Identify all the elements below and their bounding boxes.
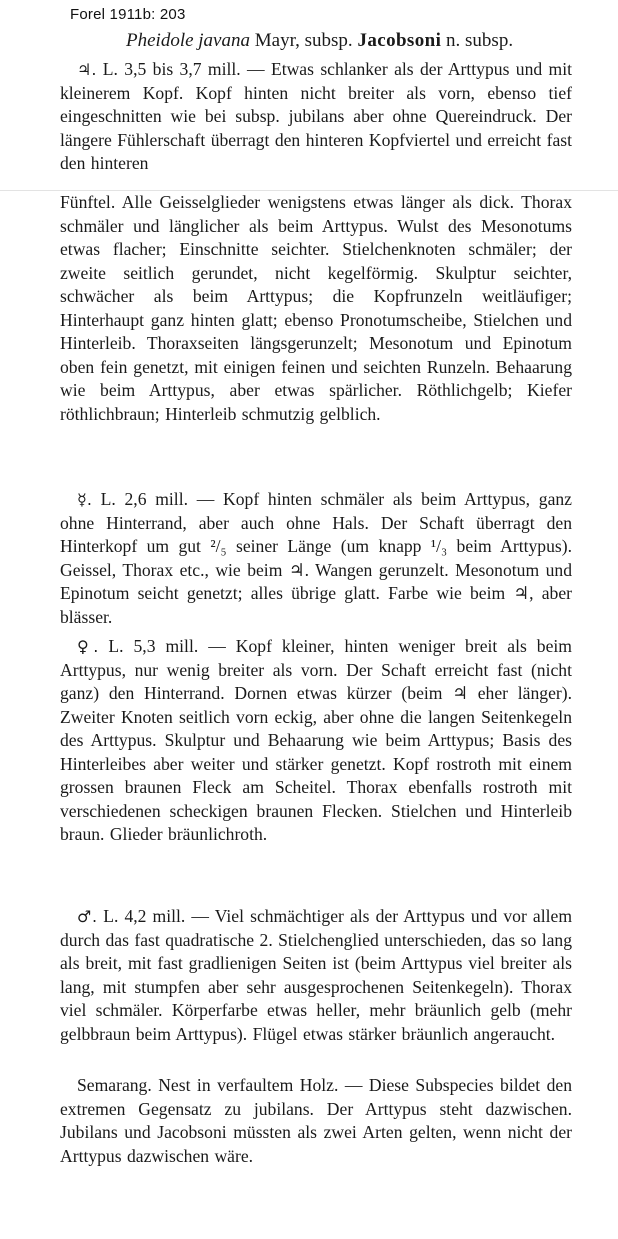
taxon-status: n. subsp. (446, 30, 514, 51)
paragraph-soldier (60, 58, 572, 176)
soldier-text: L. 3,5 bis 3,7 mill. — Etwas schlanker als der Arttypus und mit kleinerem Kopf. Kopf hinten nicht breiter als vorn, ebenso tief eingeschnitten wie bei subsp. jubilans aber ohne Quereindruck. Der längere Fühlerschaft überragt den hinteren Kopfviertel und erreicht fast den hinteren (60, 59, 572, 173)
taxon-heading (126, 30, 513, 52)
female-symbol: ♀. (77, 637, 99, 656)
taxon-subspecies: Jacobsoni (357, 30, 442, 51)
taxon-author: Mayr, subsp. (254, 30, 353, 51)
soldier-symbol: ♃. (77, 60, 97, 79)
worker-symbol: ☿. (77, 490, 92, 509)
paragraph-locality (60, 1074, 572, 1168)
taxon-genus-species: Pheidole javana (126, 30, 250, 51)
paragraph-female (60, 635, 572, 847)
male-text: L. 4,2 mill. — Viel schmächtiger als der Arttypus und vor allem durch das fast quadratische 2. Stielchenglied unterschieden, das so lang als breit, mit fast gradlienigen Seiten ist (beim Arttypus viel breiter als lang, mit stumpfen aber sehr ausgesprochenen Seitenkegeln). Thorax viel schmäler. Körperfarbe etwas heller, mehr bräunlich gelb (mehr gelbbraun beim Arttypus). Flügel etwas stärker bräunlich angeraucht. (60, 906, 572, 1044)
male-symbol: ♂. (77, 907, 98, 926)
paragraph-worker (60, 488, 572, 629)
paragraph-soldier-continued (60, 191, 572, 426)
paragraph-male (60, 905, 572, 1046)
citation-label: Forel 1911b: 203 (70, 6, 186, 23)
soldier-text-continued: Fünftel. Alle Geisselglieder wenigstens etwas länger als dick. Thorax schmäler und länglicher als beim Arttypus. Wulst des Mesonotums etwas flacher; Einschnitte seichter. Stielchenknoten schmäler; der zweite seitlich gerundet, nicht kegelförmig. Skulptur seichter, schwächer als beim Arttypus; die Kopfrunzeln weitläufiger; Hinterhaupt ganz hinten glatt; ebenso Pronotumscheibe, Stielchen und Hinterleib. Thoraxseiten längsgerunzelt; Mesonotum und Epinotum oben fein genetzt, mit einigen feinen und seichten Runzeln. Behaarung wie beim Arttypus, aber etwas spärlicher. Röthlichgelb; Kiefer röthlichbraun; Hinterleib schmutzig gelblich. (60, 192, 572, 424)
locality-text: Semarang. Nest in verfaultem Holz. — Diese Subspecies bildet den extremen Gegensatz zu jubilans. Der Arttypus steht dazwischen. Jubilans und Jacobsoni müssten als zwei Arten gelten, wenn nicht der Arttypus dazwischen wäre. (60, 1075, 572, 1166)
worker-text: L. 2,6 mill. — Kopf hinten schmäler als beim Arttypus, ganz ohne Hinterrand, aber auch ohne Hals. Der Schaft überragt den Hinterkopf um gut ²/₅ seiner Länge (um knapp ¹/₃ beim Arttypus). Geissel, Thorax etc., wie beim ♃. Wangen gerunzelt. Mesonotum und Epinotum seicht genetzt; alles übrige glatt. Farbe wie beim ♃, aber blässer. (60, 489, 572, 627)
female-text: L. 5,3 mill. — Kopf kleiner, hinten weniger breit als beim Arttypus, nur wenig breiter als vorn. Der Schaft erreicht fast (nicht ganz) den Hinterrand. Dornen etwas kürzer (beim ♃ eher länger). Zweiter Knoten seitlich vorn eckig, aber ohne die langen Seitenkegeln des Arttypus. Skulptur und Behaarung wie beim Arttypus; Basis des Hinterleibes aber weiter und stärker genetzt. Kopf rostroth mit einem grossen braunen Fleck am Scheitel. Thorax ebenfalls rostroth mit verschiedenen scheckigen braunen Flecken. Stielchen und Hinterleib braun. Glieder bräunlichroth. (60, 636, 572, 844)
